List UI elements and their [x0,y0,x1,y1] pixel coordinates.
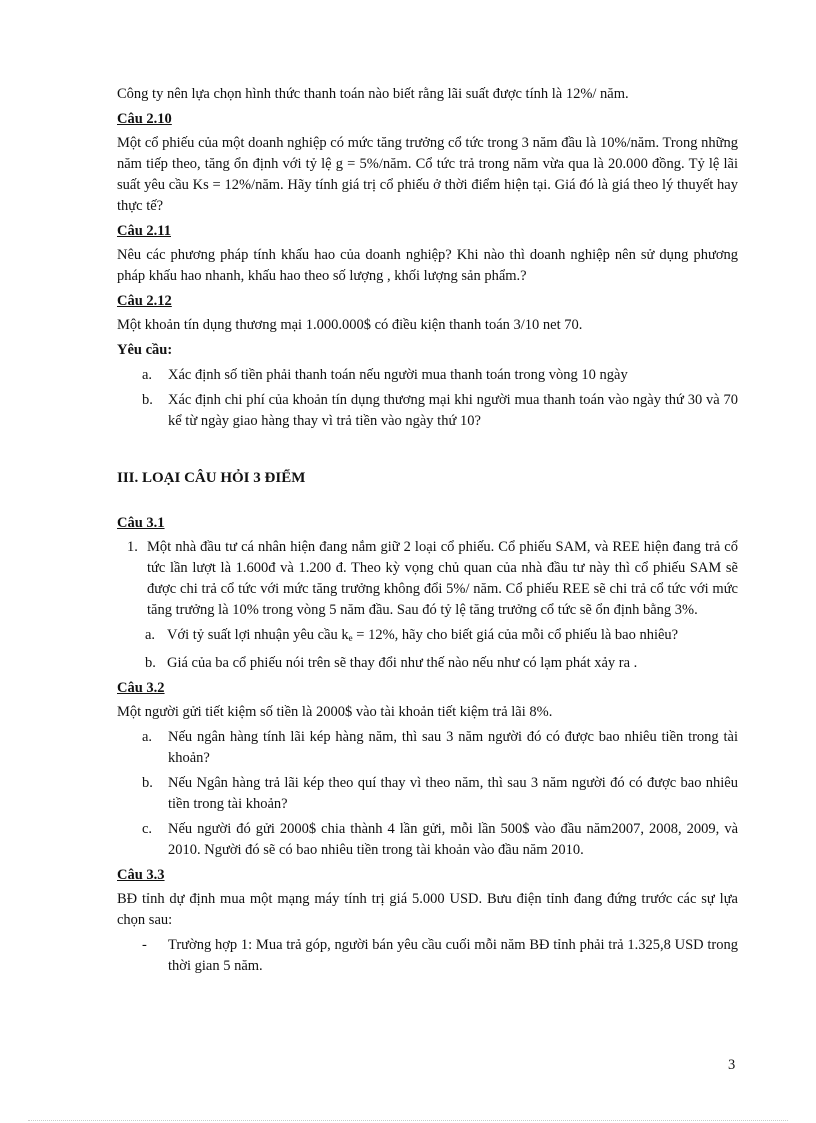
list-item [117,365,738,386]
question-2-12-text: Một khoản tín dụng thương mại 1.000.000$ có điều kiện thanh toán 3/10 net 70. [117,317,583,333]
list-item [117,625,738,649]
text-before-subscript: Với tỷ suất lợi nhuận yêu cầu k [167,627,349,643]
question-3-3-text: BĐ tỉnh dự định mua một mạng máy tính trị giá 5.000 USD. Bưu điện tỉnh đang đứng trước các sự lựa chọn sau: [117,891,738,928]
question-3-1-sublist [117,625,738,674]
list-item-text [167,625,738,649]
list-item [117,390,738,432]
question-3-2-list [117,727,738,861]
list-marker: - [142,937,147,953]
list-item-text: Nếu Ngân hàng trả lãi kép theo quí thay vì theo năm, thì sau 3 năm người đó có được bao nhiêu tiền trong tài khoản? [168,775,738,812]
list-item [117,727,738,769]
page-bottom-divider [28,1120,788,1121]
list-marker: a. [145,627,156,643]
list-item-text: Xác định chi phí của khoản tín dụng thương mại khi người mua thanh toán vào ngày thứ 30 và 70 kể từ ngày giao hàng thay vì trả tiền vào ngày thứ 10? [168,392,738,429]
question-2-11-title: Câu 2.11 [117,223,171,239]
list-item [117,819,738,861]
question-3-2-title: Câu 3.2 [117,680,165,696]
question-2-12-title: Câu 2.12 [117,293,172,309]
question-3-3-title: Câu 3.3 [117,867,165,883]
question-2-10-text: Một cổ phiếu của một doanh nghiệp có mức tăng trưởng cổ tức trong 3 năm đầu là 10%/năm. Trong những năm tiếp theo, tăng ổn định với tỷ lệ g = 5%/năm. Cổ tức trả trong năm vừa qua là 20.000 đồng. Tỷ lệ lãi suất yêu cầu Ks = 12%/năm. Hãy tính giá trị cổ phiếu ở thời điểm hiện tại. Giá đó là giá theo lý thuyết hay thực tế? [117,135,738,214]
list-marker: b. [142,775,153,791]
list-item [117,653,738,674]
intro-paragraph: Công ty nên lựa chọn hình thức thanh toán nào biết rằng lãi suất được tính là 12%/ năm. [117,86,629,102]
question-2-11-text: Nêu các phương pháp tính khấu hao của doanh nghiệp? Khi nào thì doanh nghiệp nên sử dụng phương pháp khấu hao nhanh, khấu hao theo số lượng , khối lượng sản phẩm.? [117,247,738,284]
page-number: 3 [728,1057,736,1073]
list-marker: 1. [127,539,138,555]
question-3-1-list [117,537,738,621]
document-page [117,84,738,981]
subscript-e: e [348,633,353,643]
section-heading-3-points: III. LOẠI CÂU HỎI 3 ĐIỂM [117,470,306,486]
requirement-label: Yêu cầu: [117,342,173,358]
question-3-1-title: Câu 3.1 [117,515,165,531]
question-2-10-title: Câu 2.10 [117,111,172,127]
list-item-text: Một nhà đầu tư cá nhân hiện đang nắm giữ 2 loại cổ phiếu. Cổ phiếu SAM, và REE hiện đang trả cổ tức lần lượt là 1.600đ và 1.200 đ. Theo kỳ vọng chủ quan của nhà đầu tư này thì cổ phiếu SAM sẽ được chi trả cổ tức với mức tăng trưởng không đổi 5%/ năm. Cổ phiếu REE sẽ chi trả cổ tức với mức tăng trưởng là 10% trong vòng 5 năm đầu. Sau đó tỷ lệ tăng trưởng cổ tức sẽ ổn định bằng 3%. [147,539,738,618]
list-item-text: Trường hợp 1: Mua trả góp, người bán yêu cầu cuối mỗi năm BĐ tỉnh phải trả 1.325,8 USD trong thời gian 5 năm. [168,937,738,974]
list-item-text: Xác định số tiền phải thanh toán nếu người mua thanh toán trong vòng 10 ngày [168,367,628,383]
question-2-12-list [117,365,738,432]
list-item [117,537,738,621]
text-after-subscript: = 12%, hãy cho biết giá của mỗi cổ phiếu là bao nhiêu? [352,627,679,643]
list-marker: b. [142,392,153,408]
list-item [117,773,738,815]
question-3-3-list [117,935,738,977]
list-item-text: Giá của ba cổ phiếu nói trên sẽ thay đổi như thế nào nếu như có lạm phát xảy ra . [167,655,638,671]
list-marker: a. [142,367,153,383]
list-item [117,935,738,977]
list-item-text: Nếu người đó gửi 2000$ chia thành 4 lần gửi, mỗi lần 500$ vào đầu năm2007, 2008, 2009, và 2010. Người đó sẽ có bao nhiêu tiền trong tài khoản vào đầu năm 2010. [168,821,738,858]
list-item-text: Nếu ngân hàng tính lãi kép hàng năm, thì sau 3 năm người đó có được bao nhiêu tiền trong tài khoản? [168,729,738,766]
list-marker: a. [142,729,153,745]
question-3-2-text: Một người gửi tiết kiệm số tiền là 2000$ vào tài khoản tiết kiệm trả lãi 8%. [117,704,553,720]
list-marker: b. [145,655,156,671]
list-marker: c. [142,821,153,837]
